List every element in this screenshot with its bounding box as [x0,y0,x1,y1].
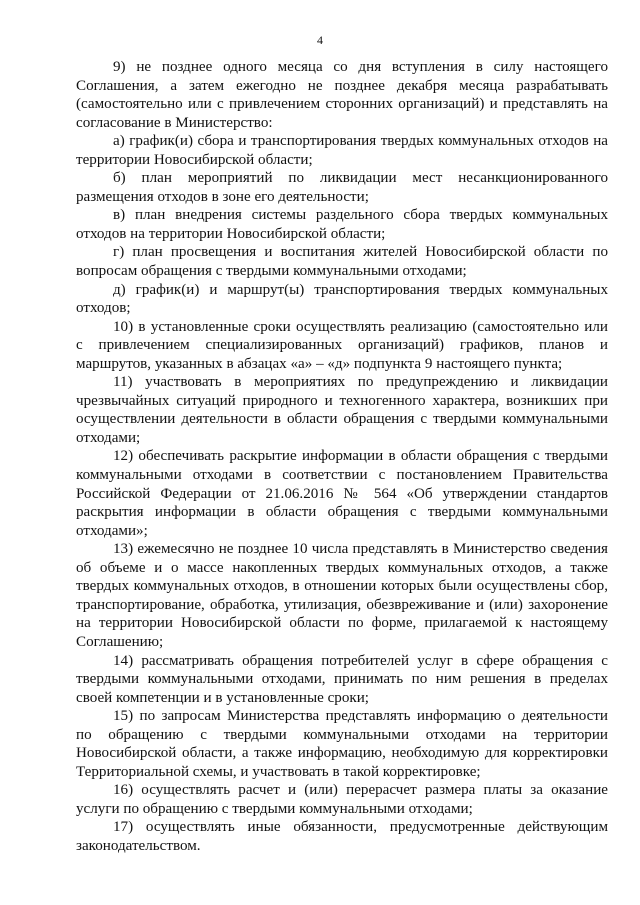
paragraph-item-9v: в) план внедрения системы раздельного сбора твердых коммунальных отходов на территории Новосибирской области; [76,207,608,242]
paragraph-item-10: 10) в установленные сроки осуществлять реализацию (самостоятельно или с привлечением специализированных организаций) графиков, планов и маршрутов, указанных в абзацах «а» – «д» подпункта 9 настоящего пункта; [76,318,608,372]
paragraph-item-15: 15) по запросам Министерства представлять информацию о деятельности по обращению с твердыми коммунальными отходами на территории Новосибирской области, а также информацию, необходимую для корректировки Территориальной схемы, и участвовать в такой корректировке; [76,708,608,780]
paragraph-item-16: 16) осуществлять расчет и (или) перерасчет размера платы за оказание услуги по обращению с твердыми коммунальными отходами; [76,782,608,817]
paragraph-item-11: 11) участвовать в мероприятиях по предупреждению и ликвидации чрезвычайных ситуаций природного и техногенного характера, возникших при осуществлении деятельности в области обращения с твердыми коммунальными отходами; [76,374,608,446]
paragraph-item-17: 17) осуществлять иные обязанности, предусмотренные действующим законодательством. [76,819,608,854]
paragraph-item-9: 9) не позднее одного месяца со дня вступления в силу настоящего Соглашения, а затем ежегодно не позднее декабря месяца разрабатывать (самостоятельно или с привлечением сторонних организаций) и представлять на согласование в Министерство: [76,59,608,131]
paragraph-item-12: 12) обеспечивать раскрытие информации в области обращения с твердыми коммунальными отходами в соответствии с постановлением Правительства Российской Федерации от 21.06.2016 № 564 «Об утверждении стандартов раскрытия информации в области обращения с твердыми коммунальными отходами»; [76,448,608,539]
paragraph-item-9b: б) план мероприятий по ликвидации мест несанкционированного размещения отходов в зоне его деятельности; [76,170,608,205]
paragraph-item-13: 13) ежемесячно не позднее 10 числа представлять в Министерство сведения об объеме и о массе накопленных твердых коммунальных отходов, а также твердых коммунальных отходов, в отношении которых были осуществлены сбор, транспортирование, обработка, утилизация, обезвреживание и (или) захоронение на территории Новосибирской области по форме, прилагаемой к настоящему Соглашению; [76,541,608,650]
paragraph-item-14: 14) рассматривать обращения потребителей услуг в сфере обращения с твердыми коммунальными отходами, принимать по ним решения в пределах своей компетенции и в установленные сроки; [76,652,608,706]
paragraph-item-9d: д) график(и) и маршрут(ы) транспортирования твердых коммунальных отходов; [76,281,608,317]
document-body [76,58,608,856]
paragraph-item-9g: г) план просвещения и воспитания жителей Новосибирской области по вопросам обращения с твердыми коммунальными отходами; [76,244,608,280]
paragraph-item-9a: а) график(и) сбора и транспортирования твердых коммунальных отходов на территории Новосибирской области; [76,133,608,168]
page-number: 4 [317,33,323,47]
